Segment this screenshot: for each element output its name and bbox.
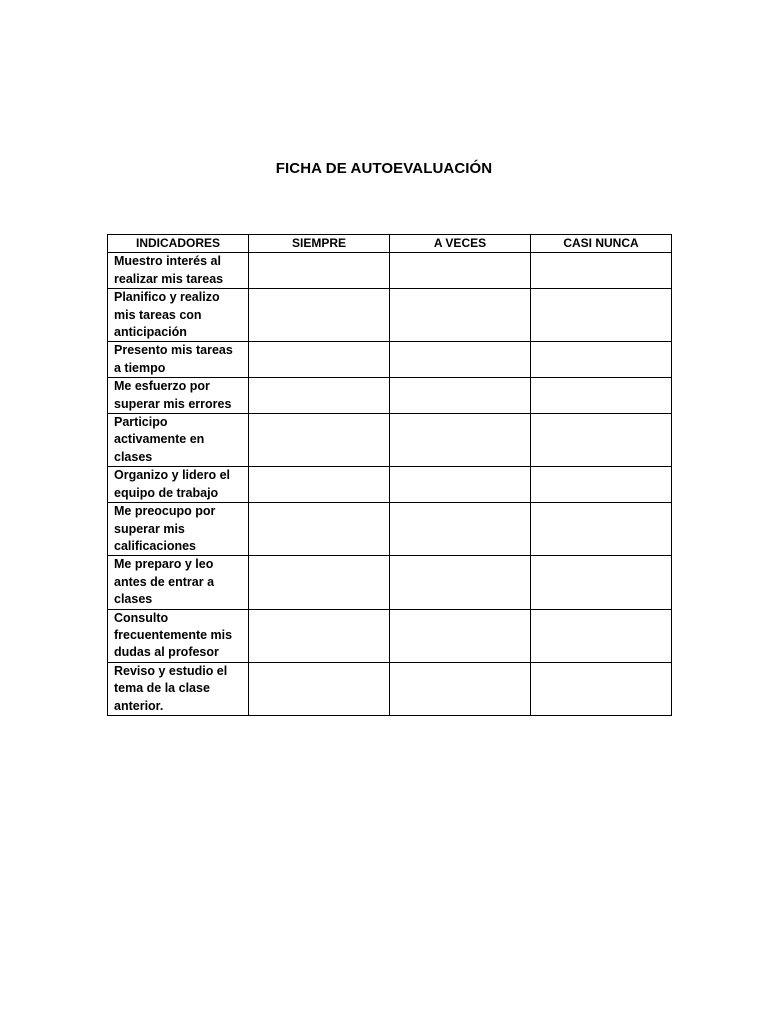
casi-nunca-cell[interactable] — [531, 289, 672, 342]
a-veces-cell[interactable] — [390, 503, 531, 556]
indicator-cell: Planifico y realizo mis tareas con anticipación — [108, 289, 249, 342]
siempre-cell[interactable] — [249, 289, 390, 342]
table-row — [108, 414, 672, 467]
table-row — [108, 503, 672, 556]
a-veces-cell[interactable] — [390, 609, 531, 662]
table-header-row — [108, 235, 672, 253]
indicator-cell: Organizo y lidero el equipo de trabajo — [108, 467, 249, 503]
header-casi-nunca: CASI NUNCA — [531, 235, 672, 253]
a-veces-cell[interactable] — [390, 662, 531, 715]
header-a-veces: A VECES — [390, 235, 531, 253]
casi-nunca-cell[interactable] — [531, 467, 672, 503]
page-title: FICHA DE AUTOEVALUACIÓN — [275, 160, 493, 177]
siempre-cell[interactable] — [249, 609, 390, 662]
casi-nunca-cell[interactable] — [531, 609, 672, 662]
siempre-cell[interactable] — [249, 253, 390, 289]
table-row — [108, 556, 672, 609]
siempre-cell[interactable] — [249, 342, 390, 378]
a-veces-cell[interactable] — [390, 289, 531, 342]
casi-nunca-cell[interactable] — [531, 342, 672, 378]
siempre-cell[interactable] — [249, 556, 390, 609]
table-row — [108, 342, 672, 378]
casi-nunca-cell[interactable] — [531, 414, 672, 467]
siempre-cell[interactable] — [249, 378, 390, 414]
a-veces-cell[interactable] — [390, 378, 531, 414]
self-evaluation-table — [107, 234, 672, 716]
a-veces-cell[interactable] — [390, 253, 531, 289]
casi-nunca-cell[interactable] — [531, 556, 672, 609]
table-row — [108, 253, 672, 289]
header-siempre: SIEMPRE — [249, 235, 390, 253]
casi-nunca-cell[interactable] — [531, 378, 672, 414]
a-veces-cell[interactable] — [390, 414, 531, 467]
table-row — [108, 609, 672, 662]
siempre-cell[interactable] — [249, 662, 390, 715]
a-veces-cell[interactable] — [390, 556, 531, 609]
indicator-cell: Consulto frecuentemente mis dudas al profesor — [108, 609, 249, 662]
a-veces-cell[interactable] — [390, 342, 531, 378]
siempre-cell[interactable] — [249, 467, 390, 503]
indicator-cell: Me esfuerzo por superar mis errores — [108, 378, 249, 414]
indicator-cell: Participo activamente en clases — [108, 414, 249, 467]
indicator-cell: Me preocupo por superar mis calificaciones — [108, 503, 249, 556]
table-row — [108, 289, 672, 342]
casi-nunca-cell[interactable] — [531, 503, 672, 556]
indicator-cell: Me preparo y leo antes de entrar a clases — [108, 556, 249, 609]
table-row — [108, 378, 672, 414]
indicator-cell: Muestro interés al realizar mis tareas — [108, 253, 249, 289]
table-row — [108, 662, 672, 715]
header-indicadores: INDICADORES — [108, 235, 249, 253]
a-veces-cell[interactable] — [390, 467, 531, 503]
siempre-cell[interactable] — [249, 503, 390, 556]
casi-nunca-cell[interactable] — [531, 662, 672, 715]
indicator-cell: Reviso y estudio el tema de la clase anterior. — [108, 662, 249, 715]
table-row — [108, 467, 672, 503]
indicator-cell: Presento mis tareas a tiempo — [108, 342, 249, 378]
casi-nunca-cell[interactable] — [531, 253, 672, 289]
siempre-cell[interactable] — [249, 414, 390, 467]
